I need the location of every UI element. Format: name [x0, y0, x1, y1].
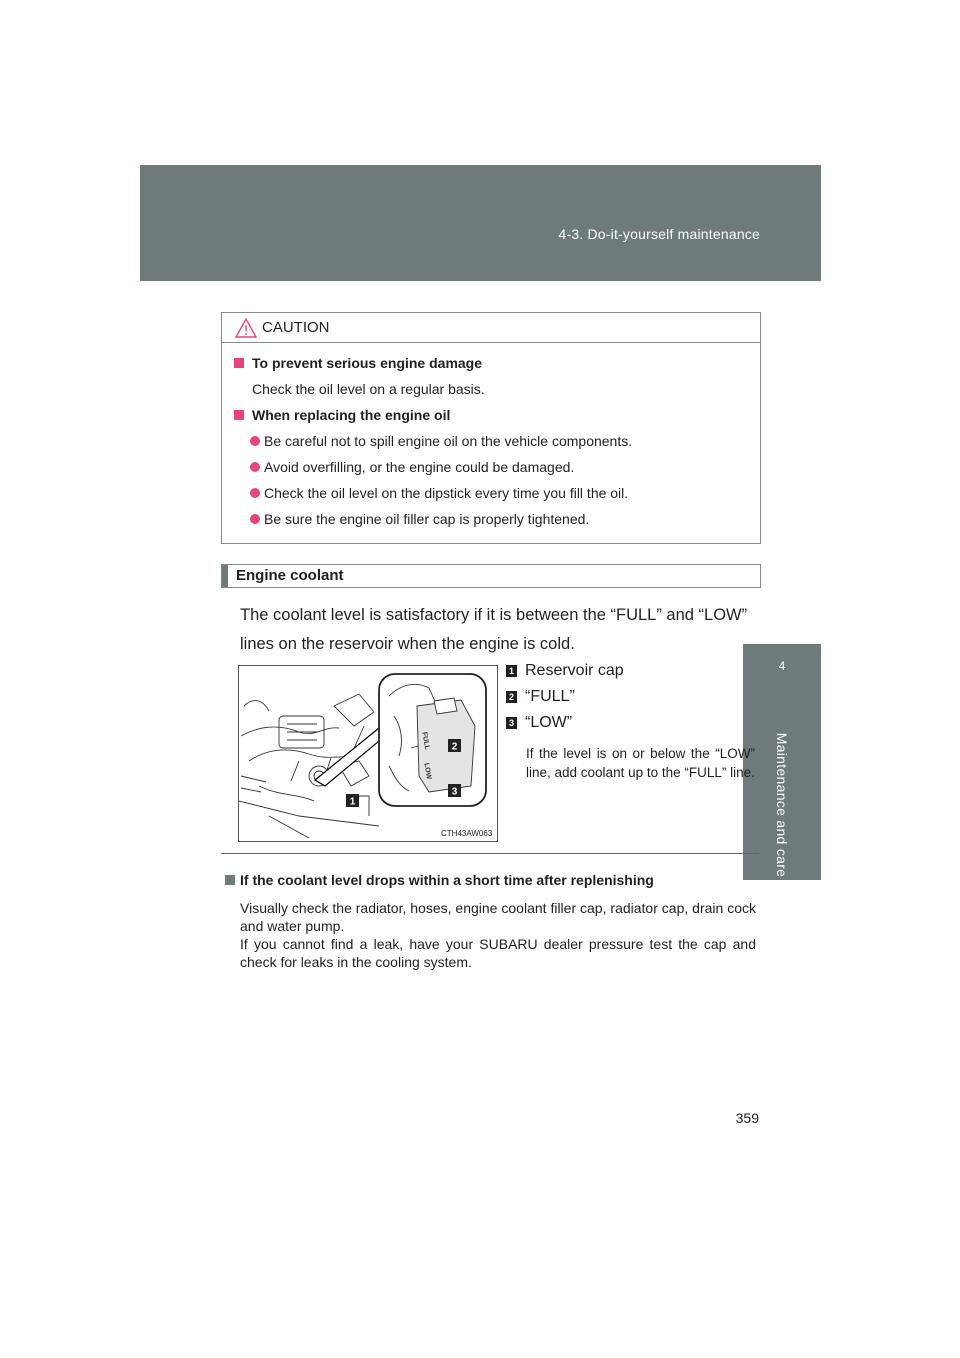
header-band [140, 165, 821, 281]
caution-title: CAUTION [262, 319, 330, 336]
section-heading: Engine coolant [236, 567, 344, 584]
info-paragraph: Visually check the radiator, hoses, engine coolant filler cap, radiator cap, drain cock and water pump. [240, 900, 756, 934]
chapter-number: 4 [778, 659, 786, 673]
caution-bullet: Be careful not to spill engine oil on the vehicle components. [234, 433, 760, 459]
round-bullet-icon [250, 462, 260, 472]
callout-number: 3 [506, 717, 517, 729]
legend-item: 2 “FULL” [506, 688, 575, 706]
legend-item: 3 “LOW” [506, 714, 572, 732]
section-heading-box [221, 564, 761, 588]
page-number: 359 [735, 1110, 759, 1126]
coolant-reservoir-illustration [238, 665, 498, 842]
caution-bullet: Avoid overfilling, or the engine could be damaged. [234, 459, 760, 485]
square-bullet-icon [234, 410, 244, 420]
caution-box [221, 312, 761, 544]
heading-accent-bar [222, 565, 228, 587]
round-bullet-icon [250, 514, 260, 524]
svg-text:FULL: FULL [420, 731, 431, 751]
caution-header [222, 313, 760, 343]
info-paragraph: If you cannot find a leak, have your SUBARU dealer pressure test the cap and check for leaks in the cooling system. [240, 936, 756, 970]
round-bullet-icon [250, 488, 260, 498]
caution-heading: When replacing the engine oil [234, 407, 760, 433]
caution-text: Check the oil level on a regular basis. [252, 381, 485, 397]
illustration-code: CTH43AW063 [441, 829, 493, 838]
caution-bullet: Check the oil level on the dipstick every time you fill the oil. [234, 485, 760, 511]
legend-item: 1 Reservoir cap [506, 662, 624, 680]
callout-number: 2 [506, 691, 517, 703]
caution-body [222, 343, 760, 537]
legend-note: If the level is on or below the “LOW” line, add coolant up to the “FULL” line. [526, 746, 755, 780]
intro-paragraph: The coolant level is satisfactory if it is between the “FULL” and “LOW” lines on the reservoir when the engine is cold. [240, 606, 748, 653]
caution-heading: To prevent serious engine damage [234, 355, 760, 381]
round-bullet-icon [250, 436, 260, 446]
callout-number: 1 [506, 665, 517, 677]
engine-bay-drawing [239, 666, 497, 841]
info-heading: If the coolant level drops within a short time after replenishing [225, 872, 654, 888]
svg-text:1: 1 [349, 796, 356, 808]
section-title: 4-3. Do-it-yourself maintenance [558, 226, 760, 242]
square-bullet-icon [225, 875, 235, 885]
svg-text:LOW: LOW [422, 762, 433, 780]
svg-text:2: 2 [451, 741, 458, 753]
caution-bullet: Be sure the engine oil filler cap is properly tightened. [234, 511, 760, 537]
chapter-label: Maintenance and care [774, 732, 790, 878]
square-bullet-icon [234, 358, 244, 368]
info-text [240, 899, 756, 971]
section-divider [221, 853, 759, 854]
warning-triangle-icon [235, 318, 257, 343]
svg-text:3: 3 [451, 786, 458, 798]
